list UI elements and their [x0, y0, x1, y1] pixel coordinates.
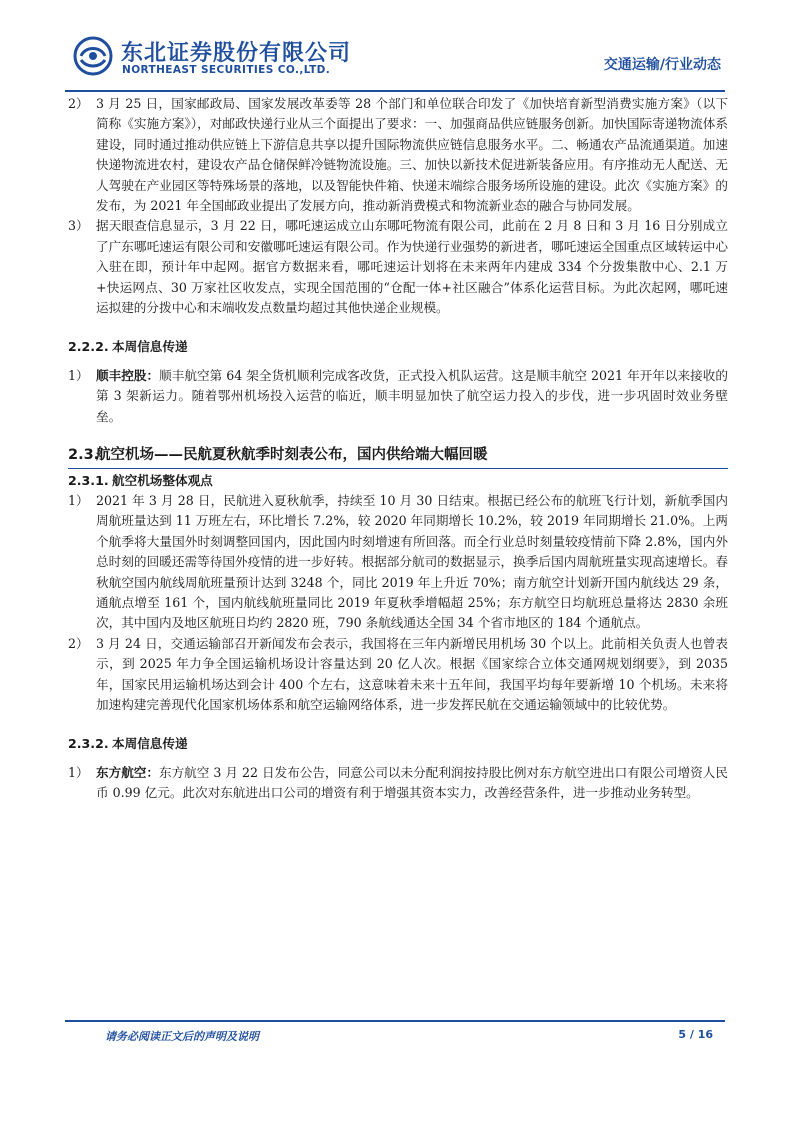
- company-name-en: NORTHEAST SECURITIES CO.,LTD.: [122, 64, 331, 76]
- page-number: 5 / 16: [678, 1028, 713, 1041]
- list-item: 1） 2021 年 3 月 28 日，民航进入夏秋航季，持续至 10 月 30 日结束。根据已经公布的航班飞行计划，新航季国内周航班量达到 11 万班左右，环比增长 7.2%，较 2020 年同期增长 10.2%，较 2019 年同期增长 21.0%。上两个航季将大量国外时刻调整回国内，因此国内时刻增速有所回落。而全行业总时刻量较疫情前下降 2.8%，国内外总时刻的回暖还需等待国外疫情的进一步好转。根据部分航司的数据显示，换季后国内周航班量实现高速增长。春秋航空国内航线周航班量预计达到 3248 个，同比 2019 年上升近 70%；南方航空计划新开国内航线达 29 条，通航点增至 161 个，国内航线航班量同比 2019 年夏秋季增幅超 25%；东方航空日均航班总量将达 2830 余班次，其中国内及地区航班日均约 2820 班，790 条航线通达全国 34 个省市地区的 184 个通航点。: [68, 492, 728, 631]
- disclaimer-note: 请务必阅读正文后的声明及说明: [105, 1030, 259, 1043]
- item-text: 3 月 24 日，交通运输部召开新闻发布会表示，我国将在三年内新增民用机场 30 个以上。此前相关负责人也曾表示，到 2025 年力争全国运输机场设计容量达到 20 亿人次。根据《国家综合立体交通网规划纲要》，到 2035 年，国家民用运输机场达到会计 400 个左右，这意味着未来十五年间，我国平均每年要新增 10 个机场。未来将加速构建完善现代化国家机场体系和航空运输网络体系，进一步发挥民航在交通运输领域中的比较优势。: [96, 635, 728, 712]
- subsection-heading-2-2-2: 2.2.2. 本周信息传递: [68, 339, 188, 355]
- item-text: 顺丰航空第 64 架全货机顺利完成客改货，正式投入机队运营。这是顺丰航空 2021 年开年以来接收的第 3 架新运力。随着鄂州机场投入运营的临近，顺丰明显加快了航空运力投入的步伐，进一步巩固时效业务壁垒。: [96, 367, 728, 424]
- section-tag: 交通运输/行业动态: [603, 57, 721, 73]
- list-item: 1） 东方航空：东方航空 3 月 22 日发布公告，同意公司以未分配利润按持股比例对东方航空进出口有限公司增资人民币 0.99 亿元。此次对东航进出口公司的增资有利于增强其资本实力，改善经营条件，进一步推动业务转型。: [68, 764, 729, 801]
- subsection-heading-2-3-1: 2.3.1. 航空机场整体观点: [68, 472, 213, 488]
- item-text: 东方航空 3 月 22 日发布公告，同意公司以未分配利润按持股比例对东方航空进出口有限公司增资人民币 0.99 亿元。此次对东航进出口公司的增资有利于增强其资本实力，改善经营条件，进一步推动业务转型。: [96, 764, 729, 801]
- report-body: [68, 92, 728, 804]
- section-heading-2-3: 2.3.航空机场——民航夏秋航季时刻表公布，国内供给端大幅回暖: [68, 445, 728, 468]
- item-text: 3 月 25 日，国家邮政局、国家发展改革委等 28 个部门和单位联合印发了《加快培育新型消费实施方案》（以下简称《实施方案》），对邮政快递行业从三个面提出了要求：一、加强商品供应链服务创新。加快国际寄递物流体系建设，同时通过推动供应链上下游信息共享以提升国际物流供应链信息服务水平。二、畅通农产品流通渠道。加速快递物流进农村，建设农产品仓储保鲜冷链物流设施。三、加快以新技术促进新装备应用。有序推动无人配送、无人驾驶在产业园区等特殊场景的落地，以及智能快件箱、快递末端综合服务场所设施的建设。此次《实施方案》的发布，为 2021 年全国邮政业提出了发展方向，推动新消费模式和物流新业态的融合与协同发展。: [96, 96, 728, 214]
- list-item: 3） 据天眼查信息显示，3 月 22 日，哪吒速运成立山东哪吒物流有限公司，此前在 2 月 8 日和 3 月 16 日分别成立了广东哪吒速运有限公司和安徽哪吒速运有限公司。作为快递行业强势的新进者，哪吒速运全国重点区域转运中心入驻在即，预计年中起网。据官方数据来看，哪吒速运计划将在未来两年内建成 334 个分拨集散中心、2.1 万+快运网点、30 万家社区收发点，实现全国范围的“仓配一体+社区融合”体系化运营目标。为此次起网，哪吒速运拟建的分拨中心和末端收发点数量均超过其他快递企业规模。: [68, 218, 728, 316]
- item-text: 2021 年 3 月 28 日，民航进入夏秋航季，持续至 10 月 30 日结束。根据已经公布的航班飞行计划，新航季国内周航班量达到 11 万班左右，环比增长 7.2%，较 2020 年同期增长 10.2%，较 2019 年同期增长 21.0%。上两个航季将大量国外时刻调整回国内，因此国内时刻增速有所回落。而全行业总时刻量较疫情前下降 2.8%，国内外总时刻的回暖还需等待国外疫情的进一步好转。根据部分航司的数据显示，换季后国内周航班量实现高速增长。春秋航空国内航线周航班量预计达到 3248 个，同比 2019 年上升近 70%；南方航空计划新开国内航线达 29 条，通航点增至 161 个，国内航线航班量同比 2019 年夏秋季增幅超 25%；东方航空日均航班总量将达 2830 余班次，其中国内及地区航班日均约 2820 班，790 条航线通达全国 34 个省市地区的 184 个通航点。: [96, 492, 728, 631]
- page-header: [65, 30, 725, 92]
- list-item: 1） 顺丰控股：顺丰航空第 64 架全货机顺利完成客改货，正式投入机队运营。这是顺丰航空 2021 年开年以来接收的第 3 架新运力。随着鄂州机场投入运营的临近，顺丰明显加快了航空运力投入的步伐，进一步巩固时效业务壁垒。: [68, 367, 728, 424]
- list-item: 2） 3 月 25 日，国家邮政局、国家发展改革委等 28 个部门和单位联合印发了《加快培育新型消费实施方案》（以下简称《实施方案》），对邮政快递行业从三个面提出了要求：一、加强商品供应链服务创新。加快国际寄递物流体系建设，同时通过推动供应链上下游信息共享以提升国际物流供应链信息服务水平。二、畅通农产品流通渠道。加速快递物流进农村，建设农产品仓储保鲜冷链物流设施。三、加快以新技术促进新装备应用。有序推动无人配送、无人驾驶在产业园区等特殊场景的落地，以及智能快件箱、快递末端综合服务场所设施的建设。此次《实施方案》的发布，为 2021 年全国邮政业提出了发展方向，推动新消费模式和物流新业态的融合与协同发展。: [68, 96, 728, 214]
- list-item: 2） 3 月 24 日，交通运输部召开新闻发布会表示，我国将在三年内新增民用机场 30 个以上。此前相关负责人也曾表示，到 2025 年力争全国运输机场设计容量达到 20 亿人次。根据《国家综合立体交通网规划纲要》，到 2035 年，国家民用运输机场达到会计 400 个左右，这意味着未来十五年间，我国平均每年要新增 10 个机场。未来将加速构建完善现代化国家机场体系和航空运输网络体系，进一步发挥民航在交通运输领域中的比较优势。: [68, 635, 728, 712]
- subsection-heading-2-3-2: 2.3.2. 本周信息传递: [68, 736, 188, 752]
- item-text: 据天眼查信息显示，3 月 22 日，哪吒速运成立山东哪吒物流有限公司，此前在 2 月 8 日和 3 月 16 日分别成立了广东哪吒速运有限公司和安徽哪吒速运有限公司。作为快递行业强势的新进者，哪吒速运全国重点区域转运中心入驻在即，预计年中起网。据官方数据来看，哪吒速运计划将在未来两年内建成 334 个分拨集散中心、2.1 万+快运网点、30 万家社区收发点，实现全国范围的“仓配一体+社区融合”体系化运营目标。为此次起网，哪吒速运拟建的分拨中心和末端收发点数量均超过其他快递企业规模。: [96, 218, 728, 316]
- company-name-cn: 东北证券股份有限公司: [121, 41, 352, 66]
- company-label: 顺丰控股：: [96, 367, 160, 383]
- company-label: 东方航空：: [96, 764, 159, 780]
- company-logo-icon: [73, 36, 113, 76]
- page-footer: [65, 1020, 725, 1043]
